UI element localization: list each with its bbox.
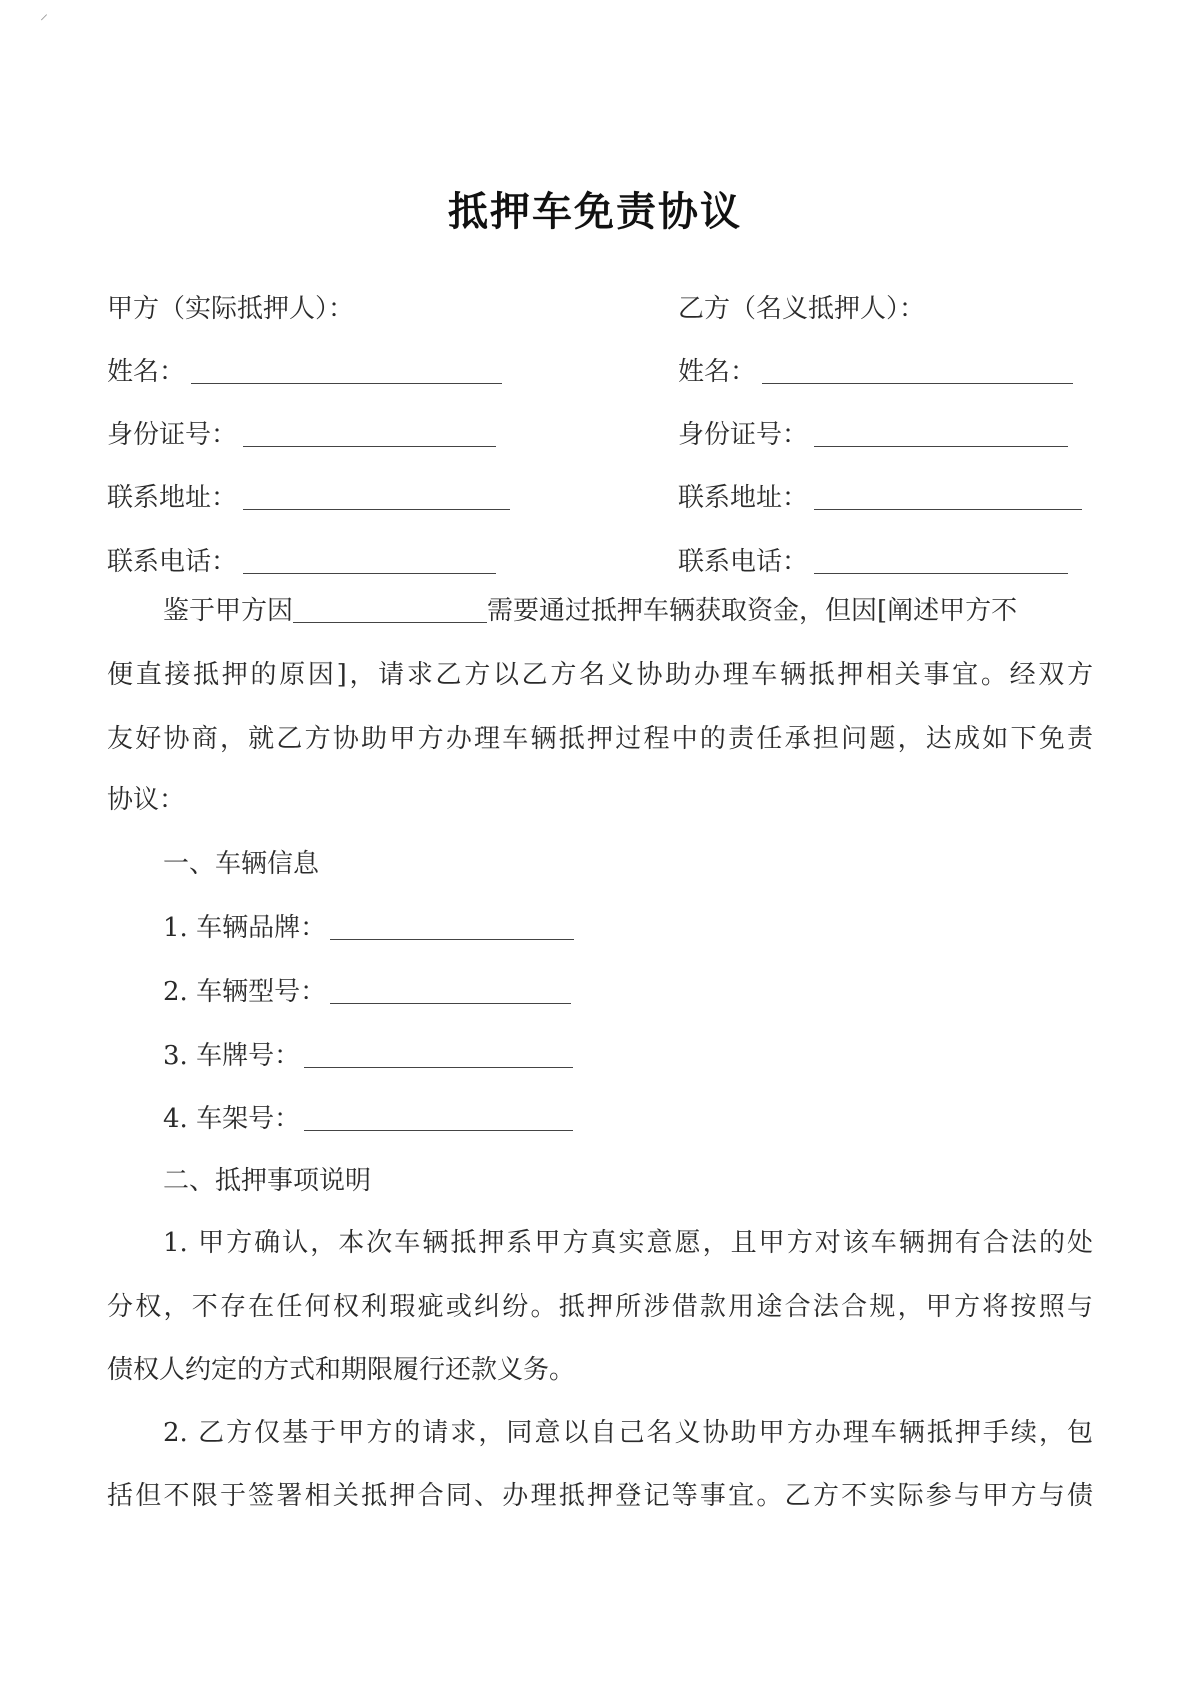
label: 联系电话：	[107, 547, 238, 577]
clause1-line-1: 1. 甲方确认，本次车辆抵押系甲方真实意愿，且甲方对该车辆拥有合法的处	[163, 1228, 1093, 1258]
intro-line-1	[163, 594, 1017, 628]
reason-field[interactable]	[293, 596, 487, 623]
vin-row	[163, 1102, 573, 1136]
vehicle-model-field[interactable]	[330, 977, 571, 1004]
party-a-address-row	[107, 481, 510, 515]
section1-heading: 一、车辆信息	[163, 849, 320, 879]
label: 4. 车架号：	[163, 1104, 301, 1134]
scan-mark: ⸝	[40, 4, 49, 23]
party-a-id-field[interactable]	[243, 420, 496, 447]
clause1-line-2: 分权，不存在任何权利瑕疵或纠纷。抵押所涉借款用途合法合规，甲方将按照与	[107, 1292, 1093, 1322]
intro-line-2: 便直接抵押的原因]，请求乙方以乙方名义协助办理车辆抵押相关事宜。经双方	[107, 660, 1093, 690]
intro-line-4: 协议：	[107, 785, 186, 815]
party-b-phone-field[interactable]	[814, 547, 1068, 574]
party-b-heading: 乙方（名义抵押人）：	[678, 294, 926, 324]
party-a-name-row	[107, 355, 502, 389]
label: 姓名：	[678, 357, 757, 387]
party-b-address-field[interactable]	[814, 483, 1082, 510]
clause2-line-2: 括但不限于签署相关抵押合同、办理抵押登记等事宜。乙方不实际参与甲方与债	[107, 1481, 1093, 1511]
clause2-line-1: 2. 乙方仅基于甲方的请求，同意以自己名义协助甲方办理车辆抵押手续，包	[163, 1418, 1093, 1448]
label: 联系电话：	[678, 547, 809, 577]
plate-number-row	[163, 1039, 573, 1073]
party-b-name-field[interactable]	[762, 357, 1073, 384]
label: 联系地址：	[678, 483, 809, 513]
party-b-phone-row	[678, 545, 1068, 579]
intro-line-3: 友好协商，就乙方协助甲方办理车辆抵押过程中的责任承担问题，达成如下免责	[107, 724, 1093, 754]
label: 1. 车辆品牌：	[163, 913, 327, 943]
party-a-address-field[interactable]	[243, 483, 510, 510]
party-b-address-row	[678, 481, 1082, 515]
intro-line1-rest: 需要通过抵押车辆获取资金，但因[阐述甲方不	[487, 596, 1018, 626]
party-a-phone-field[interactable]	[243, 547, 496, 574]
vehicle-brand-row	[163, 911, 574, 945]
clause1-line-3: 债权人约定的方式和期限履行还款义务。	[107, 1355, 576, 1385]
plate-number-field[interactable]	[304, 1041, 573, 1068]
party-a-id-row	[107, 418, 496, 452]
label: 身份证号：	[107, 420, 238, 450]
party-b-name-row	[678, 355, 1073, 389]
label: 联系地址：	[107, 483, 238, 513]
label: 身份证号：	[678, 420, 809, 450]
party-a-heading: 甲方（实际抵押人）：	[107, 294, 355, 324]
vin-field[interactable]	[304, 1104, 573, 1131]
document-title: 抵押车免责协议	[448, 188, 742, 235]
party-b-id-row	[678, 418, 1068, 452]
party-b-id-field[interactable]	[814, 420, 1068, 447]
label: 姓名：	[107, 357, 186, 387]
party-a-name-field[interactable]	[191, 357, 502, 384]
label: 3. 车牌号：	[163, 1041, 301, 1071]
label: 2. 车辆型号：	[163, 977, 327, 1007]
vehicle-model-row	[163, 975, 571, 1009]
intro-prefix: 鉴于甲方因	[163, 596, 294, 626]
section2-heading: 二、抵押事项说明	[163, 1166, 372, 1196]
vehicle-brand-field[interactable]	[330, 913, 574, 940]
party-a-phone-row	[107, 545, 496, 579]
